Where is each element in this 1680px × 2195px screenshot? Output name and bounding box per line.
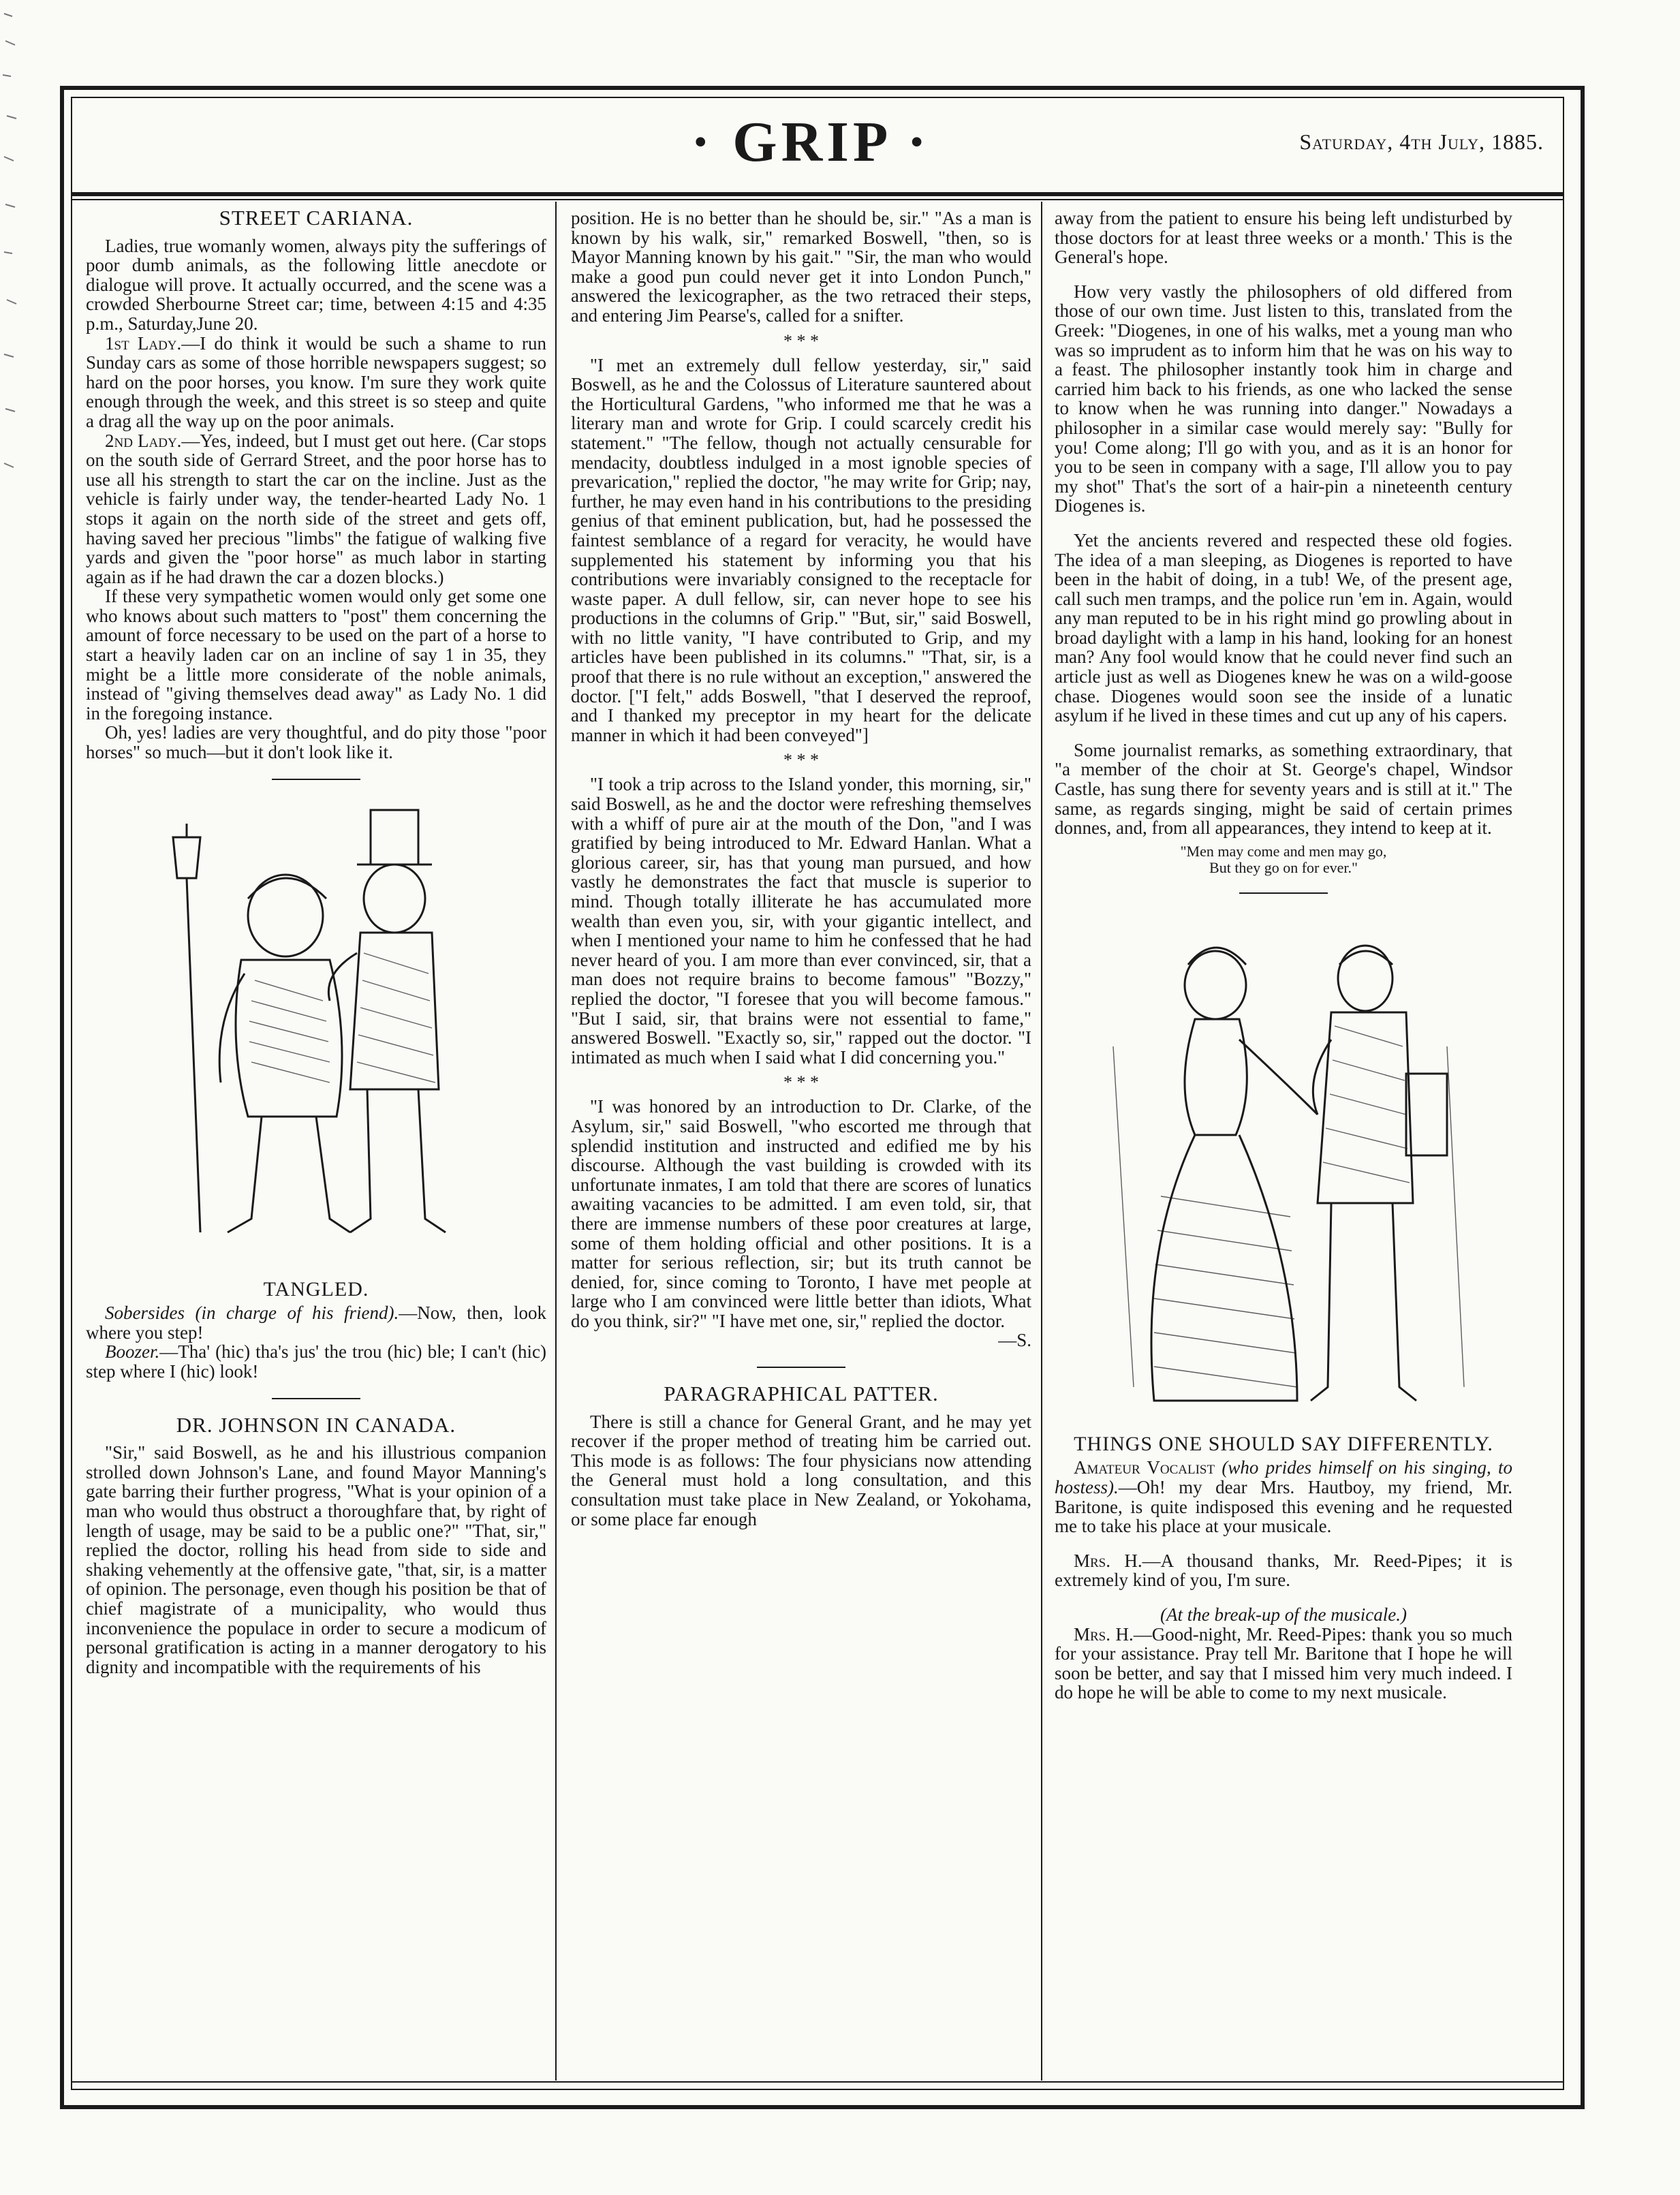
article-paragraph: "I was honored by an introduction to Dr. Clarke, of the Asylum, sir," said Boswell, "who escorted me through that splendid institution and instructed and edified me by his discourse. Although the vast building is crowded with its unfortunate inmates, I am told that there are scores of lunatics awaiting vacancies to be admitted. I am even told, sir, that there are immense numbers of these poor creatures at large, some of them holding official and other positions. It is a matter for serious reflection, sir; but its truth cannot be denied, for, since coming to Toronto, I have met people at large who I am convinced were little better than idiots, What do you think, sir?" "I have met one, sir," replied the doctor. [571,1096,1031,1331]
caption-line [86,1303,546,1342]
dialogue-text: —Yes, indeed, but I must get out here. (Car stops on the south side of Gerrard Street, and the poor horse has to use all his strength to start the car on the incline. Just as the vehicle is fairly under way, the tender-hearted Lady No. 1 stops it again on the north side of the street and gets off, having saved her precious "limbs" the fatigue of walking five yards and given the "poor horse" as much labor in starting again as if he had drawn the car a dozen blocks.) [86,430,546,587]
column-1 [86,208,546,1677]
article-paragraph: away from the patient to ensure his being left undisturbed by those doctors for at least three weeks or a month.' This is the General's hope. [1055,208,1512,268]
speaker-label: 1st Lady. [105,332,182,354]
article-paragraph: "Sir," said Boswell, as he and his illustrious companion strolled down Johnson's Lane, and found Mayor Manning's gate barring their further progress, "What is your opinion of a man who would thus obstruct a thoroughfare that, by right of length of usage, may be said to be a public one?" "That, sir," replied the doctor, rolling his head from side to side and shaking vehemently at the offensive gate, "that, sir, is a matter of opinion. The personage, even though his position be that of chief magistrate of a municipality, who would thus inconvenience the populace in order to secure a modicum of personal gratification is acting in a manner derogatory to his dignity and incompatible with the requirements of his [86,1442,546,1677]
signature: —S. [998,1330,1031,1351]
dialogue-text: —Now, then, look where you step! [86,1303,546,1343]
dialogue-text: —Good-night, Mr. Reed-Pipes: thank you so much for your assistance. Pray tell Mr. Baritone that I hope he will soon be better, and say that I missed him very much indeed. I do hope he will be able to come to my next musicale. [1055,1623,1512,1703]
caption-line [86,1342,546,1381]
speaker-label: Boozer. [105,1341,160,1363]
column-divider-1 [555,202,557,2081]
stage-direction: (who prides himself on his singing, to hostess). [1055,1457,1512,1497]
bottom-rule [71,2081,1564,2083]
speaker-label: Amateur Vocalist [1074,1457,1215,1478]
section-stars: * * * [783,330,819,351]
speaker-label: Mrs. H. [1074,1623,1134,1645]
section-stars: * * * [783,750,819,770]
binding-edge-marks [0,0,27,518]
dialogue-line [86,431,546,587]
verse-line: "Men may come and men may go, [1180,842,1387,860]
section-divider [272,1398,360,1399]
article-heading: PARAGRAPHICAL PATTER. [664,1382,939,1406]
tangled-cartoon-illustration [125,796,507,1273]
section-divider [757,1367,845,1368]
stage-direction [1055,1605,1512,1625]
masthead-rule-thin [71,199,1564,200]
article-paragraph: If these very sympathetic women would only get some one who knows about such matters to "post" them concerning the amount of force necessary to be used on the part of a horse to start a heavily laden car on an incline of say 1 in 35, they might be a little more considerate of the noble animals, instead of "giving themselves dead away" as Lady No. 1 did in the foregoing instance. [86,586,546,723]
section-divider [272,779,360,780]
speaker-label: Mrs. H. [1074,1550,1142,1571]
cartoon-caption-title: TANGLED. [263,1277,369,1301]
article-paragraph: How very vastly the philosophers of old differed from those of our own time. Just listen to this, translated from the Greek: "Diogenes, in one of his walks, met a young man who was so imprudent as to inform him that he was on his way to a feast. The philosopher instantly took him in charge and carried him back to his friends, as one who lacked the sense to know when he was running into danger." Nowadays a philosopher in a similar case would merely say: "Bully for you! Come along; I'll go with you, and as it is an honor for you to be seen in company with a sage, I'll allow you to pay my shot" That's the sort of a hair-pin a nineteenth century Diogenes is. [1055,281,1512,516]
article-paragraph: position. He is no better than he should be, sir." "As a man is known by his walk, sir," remarked Boswell, "then, so is Mayor Manning known by his gait." "Sir, the man who would make a good pun could never get it into London Punch," answered the lexicographer, as the two retraced their steps, and entering Jim Pearse's, called for a snifter. [571,208,1031,326]
caption-line [1055,1458,1512,1536]
column-3 [1055,208,1512,1702]
column-divider-2 [1041,202,1042,2081]
speaker-label: 2nd Lady. [105,430,182,451]
section-divider [1239,892,1328,894]
dialogue-text: —A thousand thanks, Mr. Reed-Pipes; it is extremely kind of you, I'm sure. [1055,1550,1512,1591]
article-paragraph: "I took a trip across to the Island yonder, this morning, sir," said Boswell, as he and the doctor were refreshing themselves with a whiff of pure air at the mouth of the Don, "and I was gratified by being introduced to Mr. Edward Hanlan. What a glorious career, sir, has that young man pursued, and how vastly he demonstrates the fact that muscle is superior to mind. Though totally illiterate he has accumulated more wealth than even you, sir, with your gigantic intellect, and when I mentioned your name to him he confessed that he had never heard of you. I am more than ever convinced, sir, that a man does not require brains to become famous" "Bozzy," replied the doctor, "I foresee that you will become famous." "But I said, sir, that brains were not essential to fame," answered Boswell. "Exactly so, sir," rapped out the doctor. "I intimated as much when I said what I did concerning you." [571,774,1031,1068]
musicale-cartoon-illustration [1093,910,1474,1428]
article-heading: DR. JOHNSON IN CANADA. [176,1412,456,1437]
article-paragraph: Some journalist remarks, as something extraordinary, that "a member of the choir at St. George's chapel, Windsor Castle, has sung there for seventy years and is still at it." The same, as regards singing, might be said of certain primes donnes, and, from all appearances, they intend to keep at it. [1055,739,1512,839]
article-paragraph: Yet the ancients revered and respected these old fogies. The idea of a man sleeping, as Diogenes is reported to have been in the habit of doing, in a tub! We, of the present age, call such men tramps, and the police run 'em in. Again, would any man reputed to be in his right mind go prowling about in broad daylight with a lamp in his hand, looking for an honest man? Any fool would know that he could never find such an article just as well as Diogenes knew he was on a wild-goose chase. Diogenes would soon see the inside of a lunatic asylum if he lived in these times and cut up any of his capers. [1055,529,1512,726]
masthead-title: · GRIP · [691,110,931,174]
cartoon-caption-title: THINGS ONE SHOULD SAY DIFFERENTLY. [1074,1432,1493,1455]
caption-line [1055,1625,1512,1702]
dialogue-line [86,334,546,431]
section-stars: * * * [783,1072,819,1093]
caption-line [1055,1551,1512,1590]
dialogue-text: —Tha' (hic) tha's jus' the trou (hic) ble; I can't (hic) step where I (hic) look! [86,1341,546,1382]
article-paragraph: Ladies, true womanly women, always pity the sufferings of poor dumb animals, as the following little anecdote or dialogue will prove. It actually occurred, and the scene was a crowded Sherbourne Street car; time, between 4:15 and 4:35 p.m., Saturday,June 20. [86,235,546,334]
dialogue-text: —I do think it would be such a shame to run Sunday cars as some of those horrible newspapers suggest; so hard on the poor horses, you know. I'm sure they work quite enough through the week, and this street is so steep and quite a drag all the way up on the poor animals. [86,332,546,431]
article-paragraph: "I met an extremely dull fellow yesterday, sir," said Boswell, as he and the Colossus of Literature sauntered about the Horticultural Gardens, "who informed me that he was a literary man and wrote for Grip. I could scarcely credit his statement." "The fellow, though not actually censurable for mendacity, doubtless indulged in a most ignoble species of prevarication," replied the doctor, "he may write for Grip; nay, further, he may even hand in his contributions to the presiding genius of that eminent publication, but, had he possessed the faintest semblance of a regard for veracity, he would have supplemented his statement by informing you that his contributions were invariably consigned to the receptacle for waste paper. A dull fellow, sir, can never hope to see his productions in the columns of Grip." "But, sir," said Boswell, with no little vanity, "I have contributed to Grip, and my articles have been published in its columns." "That, sir, is a proof that there is no rule without an exception," answered the doctor. ["I felt," adds Boswell, "that I deserved the reproof, and I thanked my preceptor in my heart for the delicate manner in which it had been conveyed"] [571,354,1031,745]
dialogue-text: —Oh! my dear Mrs. Hautboy, my friend, Mr. Baritone, is quite indisposed this evening and he requested me to take his place at your musicale. [1055,1477,1512,1537]
article-heading: STREET CARIANA. [219,206,414,230]
article-paragraph: Oh, yes! ladies are very thoughtful, and do pity those "poor horses" so much—but it don't look like it. [86,722,546,763]
column-2 [571,208,1031,1529]
masthead-rule [71,192,1564,196]
verse-line: But they go on for ever." [1209,858,1358,876]
speaker-label: Sobersides (in charge of his friend). [105,1303,399,1324]
article-paragraph: There is still a chance for General Grant, and he may yet recover if the proper method of treating him be carried out. This mode is as follows: The four physicians now attending the General must hold a long consultation, and this consultation must take place in New Zealand, or Yokohama, or some place far enough [571,1411,1031,1529]
masthead-date: Saturday, 4th July, 1885. [1299,129,1544,154]
stage-direction-text: (At the break-up of the musicale.) [1160,1604,1407,1625]
